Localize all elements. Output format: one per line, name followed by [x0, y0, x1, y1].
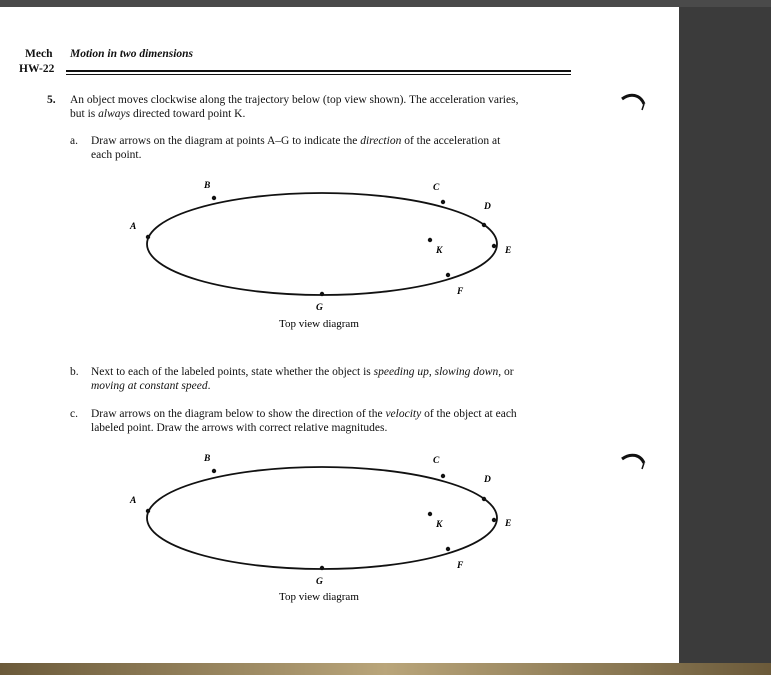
margin-curl-mark-1 — [622, 95, 644, 110]
point-b-dot — [212, 469, 216, 473]
point-c-label: C — [433, 183, 440, 193]
course-label: Mech — [25, 48, 53, 60]
point-k-dot — [428, 512, 432, 516]
point-b-label: B — [204, 181, 211, 191]
point-d-label: D — [484, 202, 491, 212]
part-c-label: c. — [70, 408, 78, 420]
worksheet-title: Motion in two dimensions — [70, 48, 194, 60]
trajectory-diagram-1 — [129, 181, 511, 330]
point-f-dot — [446, 547, 450, 551]
margin-curl-mark-2 — [622, 455, 644, 469]
point-b-dot — [212, 196, 216, 200]
point-g-dot — [320, 566, 324, 570]
point-a-dot — [146, 509, 150, 513]
point-k-label: K — [436, 246, 443, 256]
trajectory-ellipse-1 — [147, 193, 497, 295]
viewer-bottom-bar — [0, 663, 771, 675]
problem-number: 5. — [47, 94, 56, 106]
diagram1-caption: Top view diagram — [279, 318, 359, 330]
problem-text-line1: An object moves clockwise along the trajectory below (top view shown). The acceleration varies, — [70, 94, 519, 106]
trajectory-diagram-2 — [129, 454, 511, 603]
point-d-dot — [482, 497, 486, 501]
part-b-label: b. — [70, 366, 79, 378]
point-e-label: E — [505, 246, 512, 256]
point-e-label: E — [505, 519, 512, 529]
part-b-text-line1: Next to each of the labeled points, state whether the object is speeding up, slowing down, or — [91, 366, 514, 378]
point-a-label: A — [130, 222, 137, 232]
point-c-label: C — [433, 456, 440, 466]
part-a-text-line2: each point. — [91, 149, 142, 161]
part-c-text-line1: Draw arrows on the diagram below to show the direction of the velocity of the object at each — [91, 408, 517, 420]
point-a-dot — [146, 235, 150, 239]
point-e-dot — [492, 244, 496, 248]
viewer-side-panel — [679, 7, 771, 675]
point-g-label: G — [316, 303, 323, 313]
part-b-text-line2: moving at constant speed. — [91, 380, 211, 392]
point-f-dot — [446, 273, 450, 277]
point-f-label: F — [457, 287, 464, 297]
point-d-dot — [482, 223, 486, 227]
point-k-dot — [428, 238, 432, 242]
point-g-label: G — [316, 577, 323, 587]
part-c-text-line2: labeled point. Draw the arrows with correct relative magnitudes. — [91, 422, 388, 434]
point-d-label: D — [484, 475, 491, 485]
point-k-label: K — [436, 520, 443, 530]
part-a-text-line1: Draw arrows on the diagram at points A–G to indicate the direction of the acceleration at — [91, 135, 501, 147]
point-e-dot — [492, 518, 496, 522]
point-b-label: B — [204, 454, 211, 464]
diagram2-caption: Top view diagram — [279, 591, 359, 603]
trajectory-ellipse-2 — [147, 467, 497, 569]
point-f-label: F — [457, 561, 464, 571]
point-g-dot — [320, 292, 324, 296]
point-a-label: A — [130, 496, 137, 506]
point-c-dot — [441, 474, 445, 478]
problem-text-line2: but is always directed toward point K. — [70, 108, 246, 120]
homework-number: HW-22 — [19, 63, 55, 75]
point-c-dot — [441, 200, 445, 204]
part-a-label: a. — [70, 135, 78, 147]
